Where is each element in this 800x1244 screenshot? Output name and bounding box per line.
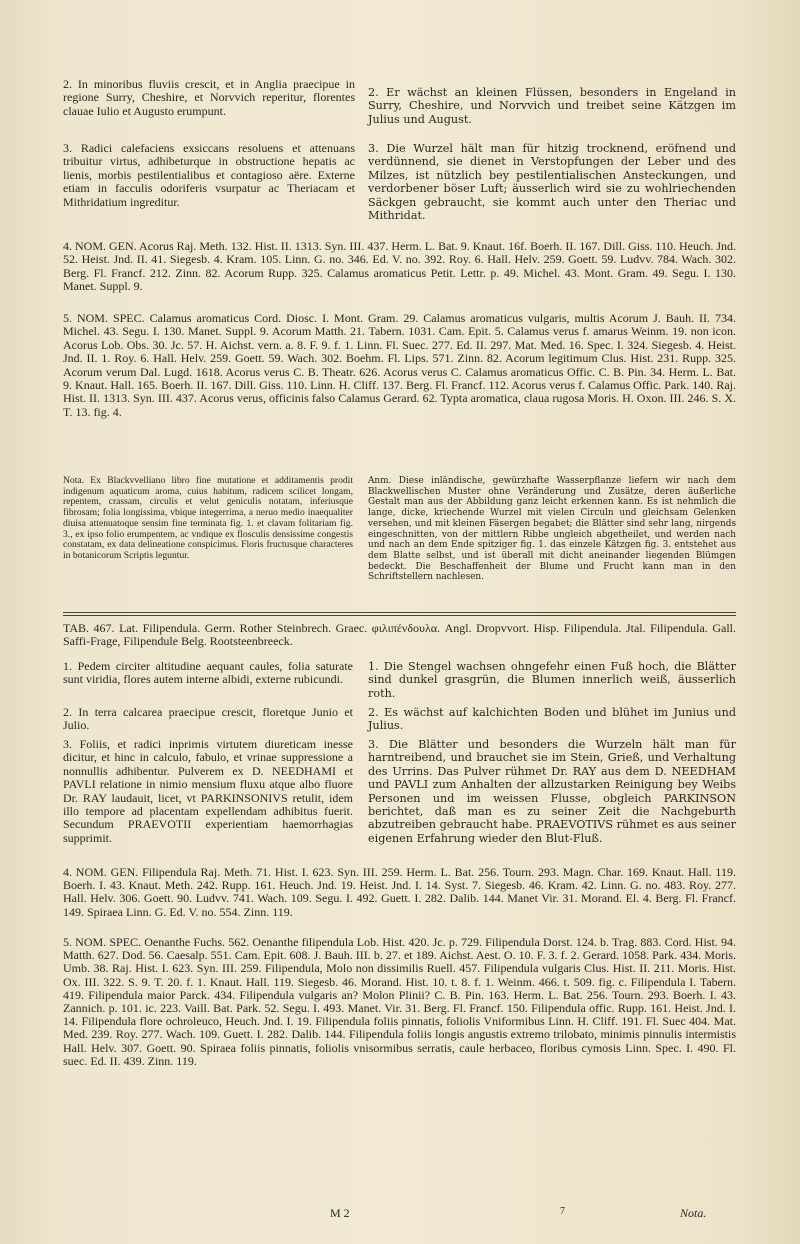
acorus-german-para-3: 3. Die Wurzel hält man für hitzig trocknend, eröfnend und verdünnend, sie dienet in Verstopfungen der Leber und des Milzes, ist nützlich bey pestilentialischen Ansteckungen, und verdorbener böser Luft; äusserlich wird sie zu wohlriechenden Säckgen gebraucht, sie kommt auch unter den Theriac und Mithridat. bbox=[368, 142, 736, 223]
filipendula-nomen-specificum: 5. NOM. SPEC. Oenanthe Fuchs. 562. Oenanthe filipendula Lob. Hist. 420. Jc. p. 729. Filipendula Dorst. 124. b. Trag. 883. Cord. Hist. 94. Matth. 627. Dod. 56. Caesalp. 551. Cam. Epit. 608. J. Bauh. III. b. 27. et 189. Aichst. Aest. O. 10. F. 3. f. 2. Gerard. 1058. Park. 434. Moris. Umb. 38. Raj. Hist. I. 623. Syn. III. 259. Filipendula, Molo non dissimilis Ruell. 457. Filipendula vulgaris Clus. Hist. II. 211. Moris. Hist. Ox. III. 322. S. 9. T. 20. f. 1. Knaut. Hall. 119. Siegesb. 46. Morand. Hist. 10. t. 8. f. 1. Weinm. 466. t. 509. fig. c. Filipendula I. Tabern. 419. Filipendula maior Parck. 434. Filipendula vulgaris an? Molon Plinii? C. B. Pin. 163. Herm. L. Bat. 256. Tourn. 293. Boerh. I. 43. Zannich. p. 101. ic. 223. Vaill. Bat. Park. 52. Segu. I. 493. Manet. Vir. 31. Berg. Fl. Francf. 150. Filipendula offic. Rupp. 161. Heist. Jnd. I. 14. Filipendula flore ochroleuco, Heuch. Jnd. I. 19. Filipendula foliis pinnatis, foliolis Vniformibus Linn. H. Cliff. 191. Fl. Suec 404. Mat. Med. 239. Roy. 277. Wach. 109. Guett. I. 282. Dalib. 144. Filipendula foliis longis angustis extremo trilobato, minimis pinnulis intermistis Hall. Helv. 307. Goett. 90. Spiraea foliis pinnatis, foliolis vnisormibus serratis, caule herbaceo, floribus cymosis Linn. Spec. I. 490. Fl. suec. Ed. II. 439. Zinn. 119. bbox=[63, 935, 736, 1068]
filipendula-german-para-1: 1. Die Stengel wachsen ohngefehr einen Fuß hoch, die Blätter sind dunkel grasgrün, die Blumen innerlich weiß, äusserlich roth. bbox=[368, 660, 736, 700]
acorus-nomen-specificum: 5. NOM. SPEC. Calamus aromaticus Cord. Diosc. I. Mont. Gram. 29. Calamus aromaticus vulgaris, multis Acorum J. Bauh. II. 734. Michel. 43. Segu. I. 130. Manet. Suppl. 9. Acorum Matth. 21. Tabern. 1031. Cam. Epit. 5. Calamus verus f. amarus Weinm. 19. non icon. Acorus Lob. Obs. 30. Jc. 57. H. Aichst. vern. a. 8. F. 9. f. 1. Linn. Fl. Suec. 277. Ed. II. 297. Mat. Med. 16. Spec. I. 324. Siegesb. 4. Heist. Jnd. II. 1. Roy. 6. Hall. Helv. 259. Goett. 59. Wach. 302. Boehm. Fl. Lips. 571. Zinn. 82. Acorum legitimum Clus. Hist. 231. Rupp. 325. Acorum verum Dal. Lugd. 1618. Acorus verus C. B. Theatr. 626. Acorus verus C. Calamus aromaticus Offic. C. B. Pin. 34. Herm. L. Bat. 9. Knaut. Hall. 165. Boerh. II. 167. Dill. Giss. 110. Linn. H. Cliff. 137. Berg. Fl. Francf. 112. Acorus verus f. Calamus Offic. Park. 140. Raj. Hist. II. 1313. Syn. III. 437. Acorus verus, officinis falso Calamus Gerard. 62. Typta aromatica, claua rugosa Moris. H. Oxon. III. 246. S. X. T. 13. fig. 4. bbox=[63, 311, 736, 419]
filipendula-german-para-2: 2. Es wächst auf kalchichten Boden und blühet im Junius und Julius. bbox=[368, 706, 736, 733]
filipendula-german-para-3: 3. Die Blätter und besonders die Wurzeln hält man für harntreibend, und brauchet sie im Stein, Grieß, und Verhaltung des Urrins. Das Pulver rühmet Dr. RAY aus dem D. NEEDHAM und PAVLI zum Anhalten der allzustarken Reinigung bey Weibs Personen und im weissen Flusse, obgleich PARKINSON berichtet, daß man es zu seiner Zeit die Nachgeburth abzutreiben gebraucht habe. PRAEVOTIVS rühmet es aus seiner eigenen Erfahrung wieder den Blut-Fluß. bbox=[368, 738, 736, 845]
acorus-latin-para-2: 2. In minoribus fluviis crescit, et in Anglia praecipue in regione Surry, Cheshire, et Norvvich reperitur, florentes clauae Iulio et Augusto erumpunt. bbox=[63, 77, 355, 118]
filipendula-latin-para-3: 3. Foliis, et radici inprimis virtutem diureticam inesse dicitur, et hinc in calculo, fabulo, et vrinae suppressione a nonnullis adhibentur. Pulverem ex D. NEEDHAMI et PAVLI relatione in nimio mensium fluxu atque albo fluore Dr. RAY laudauit, licet, vt PARKINSONIVS retulit, idem illo tempore ad placentam expellendam adhibitus fuerit. Secundum PRAEVOTII experientiam haemorrhagias supprimit. bbox=[63, 737, 353, 845]
section-divider-thin bbox=[63, 615, 736, 616]
signature-mark: M 2 bbox=[330, 1206, 350, 1220]
page-mark: 7 bbox=[560, 1206, 565, 1217]
acorus-nomen-genericum: 4. NOM. GEN. Acorus Raj. Meth. 132. Hist. II. 1313. Syn. III. 437. Herm. L. Bat. 9. Knaut. 16f. Boerh. II. 167. Dill. Giss. 110. Heuch. Jnd. 52. Heist. Jnd. II. 41. Siegesb. 4. Kram. 105. Linn. G. no. 346. Ed. V. no. 392. Roy. 6. Hall. Helv. 259. Goett. 59. Ludvv. 784. Wach. 302. Berg. Fl. Francf. 212. Zinn. 82. Acorum Rupp. 325. Calamus aromaticus Petit. Lettr. p. 49. Michel. 43. Mont. Gram. 49. Segu. I. 130. Manet. Suppl. 9. bbox=[63, 239, 736, 294]
tab-467-heading: TAB. 467. Lat. Filipendula. Germ. Rother Steinbrech. Graec. φιλιπένδουλα. Angl. Dropvvort. Hisp. Filipendula. Jtal. Filipendula. Gall. Saffi-Frage, Filipendule Belg. Rootsteenbreeck. bbox=[63, 621, 736, 649]
filipendula-nomen-genericum: 4. NOM. GEN. Filipendula Raj. Meth. 71. Hist. I. 623. Syn. III. 259. Herm. L. Bat. 256. Tourn. 293. Magn. Char. 169. Knaut. Hall. 119. Boerh. I. 43. Knaut. Meth. 242. Rupp. 161. Heuch. Jnd. 19. Heist. Jnd. I. 14. Syst. 7. Siegesb. 46. Kram. 42. Linn. G. no. 483. Roy. 277. Hall. Helv. 306. Goett. 90. Ludvv. 741. Wach. 109. Segu. I. 492. Guett. I. 282. Dalib. 144. Manet Vir. 31. Morand. El. 4. Berg. Fl. Francf. 149. Spiraea Linn. G. Ed. V. no. 554. Zinn. 119. bbox=[63, 865, 736, 919]
section-divider bbox=[63, 612, 736, 613]
catchword: Nota. bbox=[680, 1206, 707, 1220]
acorus-latin-para-3: 3. Radici calefaciens exsiccans resoluens et attenuans tribuitur virtus, adhibeturque in obstructione hepatis ac lienis, morbis pestilentialibus et contagioso aëre. Externe etiam in facculis odoriferis vsurpatur ac Theriacam et Mithridatium ingreditur. bbox=[63, 141, 355, 209]
acorus-german-para-2: 2. Er wächst an kleinen Flüssen, besonders in Engeland in Surry, Cheshire, und Norvvich und treibet seine Kätzgen im Julius und August. bbox=[368, 86, 736, 126]
acorus-note-latin: Nota. Ex Blackvvelliano libro fine mutatione et additamentis prodit indigenum aquaticum aroma, cuius habitum, radicem scilicet longam, repentem, crassam, circulis et velut geniculis notatam, inferiusque fibrosam; folia longissima, vbique integerrima, a neruo medio inaequaliter diuisa attenuatoque sensim fine terminata fig. 1. et clavam folitariam fig. 3., ex ipso folio erumpentem, ac vndique ex flosculis densissime congestis constatam, ex data delineatione conspicimus. Floris fructusque characteres in botanicorum Scriptis leguntur. bbox=[63, 475, 353, 561]
acorus-note-german: Anm. Diese inländische, gewürzhafte Wasserpflanze liefern wir nach dem Blackwellischen Muster ohne Veränderung und Zusätze, deren äußerliche Gestalt man aus der Abbildung ganz leicht erkennen kann. Es ist nehmlich die lange, dicke, kriechende Wurzel mit vielen Circuln und gleichsam Gelenken versehen, und mit kleinen Fäsergen begabet; die Blätter sind sehr lang, nirgends eingeschnitten, von der mittlern Ribbe ungleich abgetheilet, und werden nach und nach an dem Ende spitziger fig. 1. das einzele Kätzgen fig. 3. entstehet aus dem Blatte selbst, und ist überall mit dicht aneinander liegenden Blümgen bedeckt. Die Beschaffenheit der Blume und Frucht kann man in den Schriftstellern nachlesen. bbox=[368, 476, 736, 583]
filipendula-latin-para-2: 2. In terra calcarea praecipue crescit, floretque Junio et Julio. bbox=[63, 705, 353, 733]
filipendula-latin-para-1: 1. Pedem circiter altitudine aequant caules, folia saturate sunt viridia, flores autem interne albidi, externe rubicundi. bbox=[63, 659, 353, 687]
